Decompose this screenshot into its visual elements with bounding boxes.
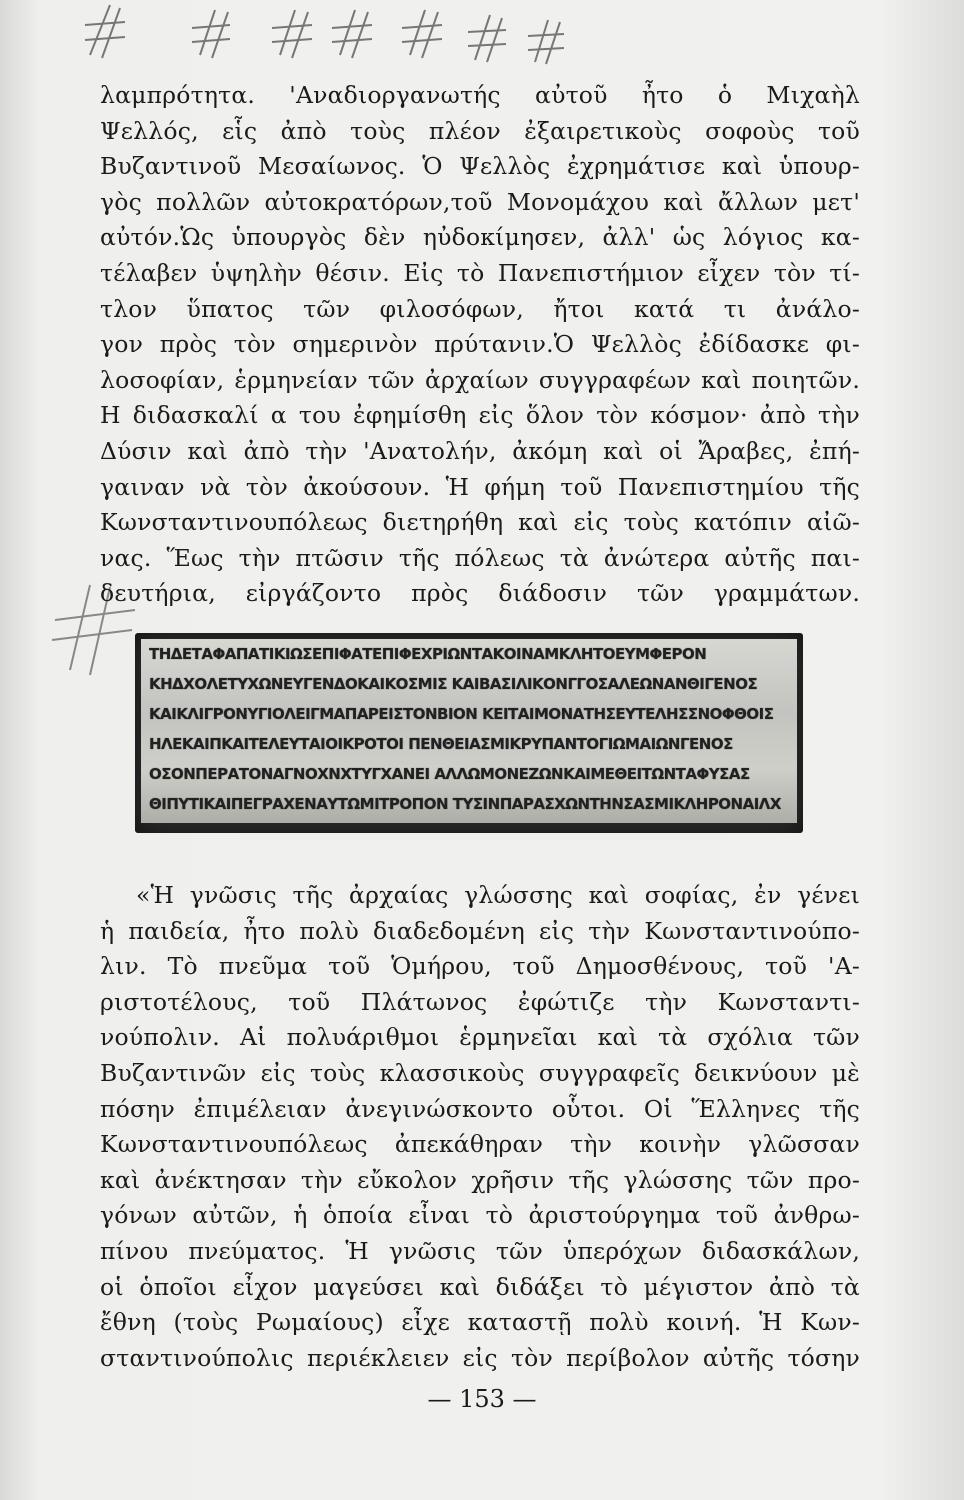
text-line: οἱ ὁποῖοι εἶχον μαγεύσει καὶ διδάξει τὸ μέγιστον ἀπὸ τὰ — [100, 1272, 860, 1301]
bottom-paragraph — [100, 878, 860, 1376]
inscription-line: ΘΙΠΥΤΙΚΑΙΠΕΓΡΑΧΕΝΑΥΤΩΜΙΤΡΟΠΟΝ ΤΥΣΙΝΠΑΡΑΣΧΩΝΤΗΝΣΑΣΜΙΚΛΗΡΟΝΑΙΛΧ — [149, 795, 781, 813]
text-line: γὸς πολλῶν αὐτοκρατόρων,τοῦ Μονομάχου καὶ ἄλλων μετ' — [100, 187, 860, 216]
text-line: Δύσιν καὶ ἀπὸ τὴν 'Ανατολήν, ἀκόμη καὶ οἱ Ἄραβες, ἐπή- — [100, 436, 860, 465]
text-line: τέλαβεν ὑψηλὴν θέσιν. Εἰς τὸ Πανεπιστήμιον εἶχεν τὸν τί- — [100, 258, 860, 287]
inscription-line: ΚΑΙΚΛΙΓΡΟΝΥΓΙΟΛΕΙΓΜΑΠΑΡΕΙΣΤΟΝΒΙΟΝ ΚΕΙΤΑΙΜΟΝΑΤΗΣΕΥΤΕΛΗΣΣΝΟΦΘΟΙΣ — [149, 705, 774, 723]
text-line: ἡ παιδεία, ἦτο πολὺ διαδεδομένη εἰς τὴν Κωνσταντινούπο- — [100, 916, 860, 945]
text-line: καὶ ἀνέκτησαν τὴν εὔκολον χρῆσιν τῆς γλώσσης τῶν προ- — [100, 1165, 860, 1194]
inscription-line: ΟΣΟΝΠΕΡΑΤΟΝΑΓΝΟΧΝΧΤΥΓΧΑΝΕΙ ΑΛΛΩΜΟΝΕΖΩΝΚΑΙΜΕΘΕΙΤΩΝΤΑΦΥΣΑΣ — [149, 765, 750, 783]
text-line: νας. Ἕως τὴν πτῶσιν τῆς πόλεως τὰ ἀνώτερα αὐτῆς παι- — [100, 543, 860, 572]
text-line: Βυζαντινῶν εἰς τοὺς κλασσικοὺς συγγραφεῖς δεικνύουν μὲ — [100, 1058, 860, 1087]
text-line: λαμπρότητα. 'Αναδιοργανωτής αὐτοῦ ἦτο ὁ Μιχαὴλ — [100, 81, 860, 109]
text-line: τλον ὕπατος τῶν φιλοσόφων, ἤτοι κατά τι ἀνάλο- — [100, 294, 860, 323]
text-line: πόσην ἐπιμέλειαν ἀνεγινώσκοντο οὗτοι. Οἱ Ἕλληνες τῆς — [100, 1094, 860, 1123]
text-line: ἔθνη (τοὺς Ρωμαίους) εἶχε καταστῇ πολὺ κοινή. Ἡ Κων- — [100, 1308, 860, 1337]
text-line: Κωνσταντινουπόλεως ἀπεκάθηραν τὴν κοινὴν γλῶσσαν — [100, 1130, 860, 1159]
text-line: ριστοτέλους, τοῦ Πλάτωνος ἐφώτιζε τὴν Κωνσταντι- — [100, 987, 860, 1016]
text-line: γον πρὸς τὸν σημερινὸν πρύτανιν.Ὁ Ψελλὸς ἐδίδασκε φι- — [100, 330, 860, 359]
text-line: δευτήρια, εἰργάζοντο πρὸς διάδοσιν τῶν γραμμάτων. — [100, 579, 860, 608]
inscription-line: ΚΗΔΧΟΛΕΤΥΧΩΝΕΥΓΕΝΔΟΚΑΙΚΟΣΜΙΣ ΚΑΙΒΑΣΙΛΙΚΟΝΓΓΟΣΑΛΕΩΝΑΝΘΙΓΕΝΟΣ — [149, 675, 758, 693]
text-line: λιν. Τὸ πνεῦμα τοῦ Ὁμήρου, τοῦ Δημοσθένους, τοῦ 'Α- — [100, 952, 860, 981]
text-line: Κωνσταντινουπόλεως διετηρήθη καὶ εἰς τοὺς κατόπιν αἰῶ- — [100, 508, 860, 537]
inscription-stone — [141, 639, 797, 823]
text-line: Ψελλός, εἷς ἀπὸ τοὺς πλέον ἐξαιρετικοὺς σοφοὺς τοῦ — [100, 116, 860, 145]
top-paragraph — [100, 78, 860, 612]
text-line: Η διδασκαλί α του ἐφημίσθη εἰς ὅλον τὸν κόσμον· ἀπὸ τὴν — [100, 401, 860, 430]
inscription-line: ΤΗΔΕΤΑΦΑΠΑΤΙΚΙΩΣΕΠΙΦΑΤΕΠΙΦΕΧΡΙΩΝΤΑΚΟΙΝΑΜΚΛΗΤΟΕΥΜΦΕΡΟΝ — [149, 645, 707, 663]
text-line: «Ἡ γνῶσις τῆς ἀρχαίας γλώσσης καὶ σοφίας, ἐν γένει — [136, 881, 860, 909]
text-line: πίνου πνεύματος. Ἡ γνῶσις τῶν ὑπερόχων διδασκάλων, — [100, 1236, 860, 1265]
pencil-scribble-marks — [80, 0, 600, 70]
text-line: αὐτόν.Ὡς ὑπουργὸς δὲν ηὐδοκίμησεν, ἀλλ' ὡς λόγιος κα- — [100, 223, 860, 252]
text-line: γόνων αὐτῶν, ἡ ὁποία εἶναι τὸ ἀριστούργημα τοῦ ἀνθρω- — [100, 1201, 860, 1230]
inscription-line: ΗΛΕΚΑΙΠΚΑΙΤΕΛΕΥΤΑΙΟΙΚΡΟΤΟΙ ΠΕΝΘΕΙΑΣΜΙΚΡΥΠΑΝΤΟΓΙΩΜΑΙΩΝΓΕΝΟΣ — [149, 735, 733, 753]
text-line: Βυζαντινοῦ Μεσαίωνος. Ὁ Ψελλὸς ἐχρημάτισε καὶ ὑπουρ- — [100, 152, 860, 181]
page-number: — 153 — — [427, 1385, 537, 1413]
text-line: σταντινούπολις περιέκλειεν εἰς τὸν περίβολον αὐτῆς τόσην — [100, 1343, 860, 1372]
text-line: λοσοφίαν, ἑρμηνείαν τῶν ἀρχαίων συγγραφέων καὶ ποιητῶν. — [100, 365, 860, 394]
inscription-photo — [135, 633, 803, 833]
text-line: γαιναν νὰ τὸν ἀκούσουν. Ἡ φήμη τοῦ Πανεπιστημίου τῆς — [100, 472, 860, 501]
text-line: νούπολιν. Αἱ πολυάριθμοι ἑρμηνεῖαι καὶ τὰ σχόλια τῶν — [100, 1023, 860, 1052]
